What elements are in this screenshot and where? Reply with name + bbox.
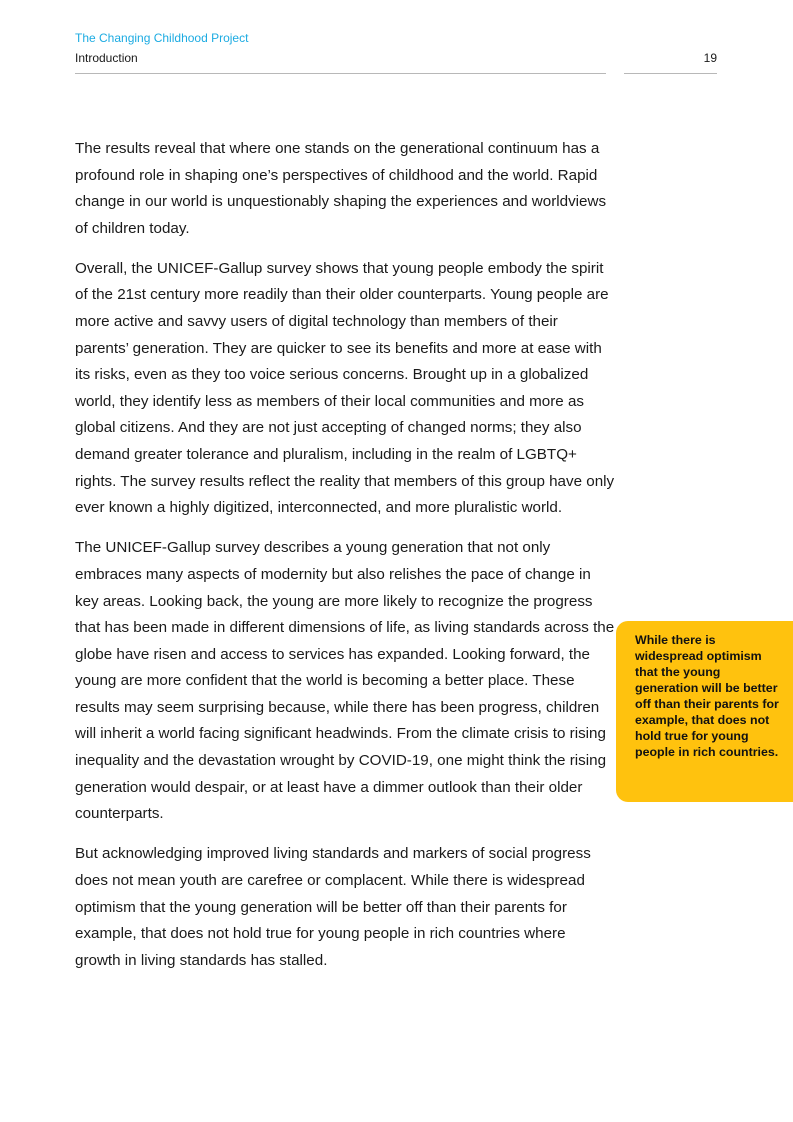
page-number: 19 — [703, 51, 717, 65]
paragraph: But acknowledging improved living standards and markers of social progress does not mean youth are carefree or complacent. While there is widespread optimism that the young generation will be better off than their parents for example, that does not hold true for young people in rich countries where growth in living standards has stalled. — [75, 845, 591, 969]
pull-quote-callout — [616, 621, 793, 802]
paragraph: The UNICEF-Gallup survey describes a young generation that not only embraces many aspects of modernity but also relishes the pace of change in key areas. Looking back, the young are more likely to recognize the progress that has been made in different dimensions of life, as living standards across the globe have risen and access to services has expanded. Looking forward, the young are more confident that the world is becoming a better place. These results may seem surprising because, while there has been progress, children will inherit a world facing significant headwinds. From the climate crisis to rising inequality and the devastation wrought by COVID-19, one might think the rising generation would despair, or at least have a dimmer outlook than their older counterparts. — [75, 539, 615, 823]
project-title: The Changing Childhood Project — [75, 31, 249, 45]
header-divider-side — [624, 73, 717, 74]
pull-quote-text: While there is widespread optimism that the young generation will be better off than their parents for example, that does not hold true for young people in rich countries. — [635, 633, 779, 759]
paragraph: Overall, the UNICEF-Gallup survey shows that young people embody the spirit of the 21st century more readily than their older counterparts. Young people are more active and savvy users of digital technology than members of their parents’ generation. They are quicker to see its benefits and more at ease with its risks, even as they too voice serious concerns. Brought up in a globalized world, they identify less as members of their local communities and more as global citizens. And they are not just accepting of changed norms; they also demand greater tolerance and pluralism, including in the realm of LGBTQ+ rights. The survey results reflect the reality that members of this group have only ever known a highly digitized, interconnected, and more pluralistic world. — [75, 259, 615, 517]
paragraph: The results reveal that where one stands on the generational continuum has a profound role in shaping one’s perspectives of childhood and the world. Rapid change in our world is unquestionably shaping the experiences and worldviews of children today. — [75, 140, 607, 237]
section-title: Introduction — [75, 51, 138, 65]
body-text — [75, 136, 615, 988]
header-divider-main — [75, 73, 606, 74]
